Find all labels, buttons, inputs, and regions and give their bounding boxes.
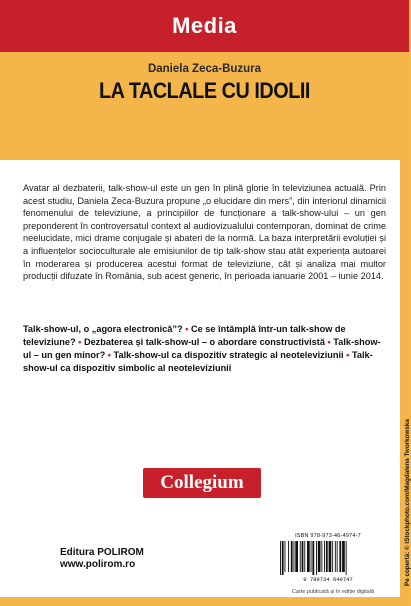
isbn-text: ISBN 978-973-46-4974-7 (295, 533, 361, 539)
bullet-icon: • (327, 337, 331, 347)
barcode-bar (307, 541, 310, 572)
barcode-bar (295, 541, 298, 572)
barcode-bar (291, 541, 293, 572)
barcode-bar (337, 541, 338, 572)
collection-logo-text: Collegium (160, 472, 244, 493)
book-title: LA TACLALE CU IDOLII (99, 78, 310, 103)
barcode-bar (321, 541, 322, 572)
barcode-bar (318, 541, 321, 572)
barcode-bar (312, 541, 314, 575)
topics-list (23, 323, 386, 375)
barcode-bar (302, 541, 304, 572)
publisher-website: www.polirom.ro (60, 559, 136, 570)
topic-item: Ce se întâmplă într-un talk-show de televiziune? (23, 324, 346, 347)
barcode-bar (316, 541, 317, 575)
barcode-bar (342, 541, 345, 572)
barcode-bar (280, 541, 281, 575)
topic-item: Talk-show-ul ca dispozitiv strategic al neoteleviziunii (113, 350, 344, 360)
barcode-bar (326, 541, 328, 572)
series-band (0, 0, 409, 52)
topic-item: Talk-show-ul ca dispozitiv simbolic al neoteleviziunii (23, 350, 373, 373)
digital-edition-note: Carte publicată și în ediție digitală (291, 589, 375, 595)
bullet-icon: • (185, 324, 189, 334)
topic-item: Talk-show-ul – un gen minor? (23, 337, 381, 360)
topic-item: Dezbaterea și talk-show-ul – o abordare constructivistă (83, 337, 325, 347)
barcode-bar (285, 541, 286, 572)
barcode-bar (294, 541, 295, 572)
barcode-block (275, 533, 381, 585)
barcode-icon (278, 541, 378, 575)
bullet-icon: • (78, 337, 82, 347)
publisher-block (60, 547, 144, 571)
author-name: Daniela Zeca-Buzura (147, 63, 262, 75)
barcode-bar (311, 541, 312, 572)
book-description: Avatar al dezbaterii, talk-show-ul este un gen în plină glorie în televiziunea actuală. Prin acest studiu, Daniela Zeca-Buzura propune „o elucidare din mers”, din interiorul dinamicii fenomenului de televiziune, a principiilor de funcționare a talk-show-ului – un gen preponderent în controversatul context al audiovizualului contemporan, dominat de crime neelucidate, mici drame conjugale și abateri de la normă. La baza interpretării evoluției și a influențelor socioculturale ale emisiunilor de tip talk-show stau atât experiența autoarei în moderarea și producerea acestui format de televiziune, cât și analiza mai multor producții difuzate în România, sub acest generic, în perioada ianuarie 2001 – iunie 2014. (23, 183, 386, 282)
barcode-bar (300, 541, 301, 572)
barcode-bar (329, 541, 332, 572)
barcode-bar (304, 541, 305, 572)
cover-credit-text: Pe copertă: © iStockphoto.com/Magdalena Tworkowska (404, 419, 411, 586)
barcode-bar (339, 541, 341, 572)
series-label: Media (172, 13, 237, 38)
collection-logo (143, 468, 261, 498)
barcode-bar (288, 541, 289, 572)
bullet-icon: • (107, 350, 111, 360)
publisher-name: Editura POLIROM (60, 547, 144, 558)
barcode-bar (324, 541, 325, 572)
barcode-digits: 9 789734 649747 (303, 576, 353, 583)
cover-credit (394, 330, 411, 590)
barcode-bar (335, 541, 336, 572)
barcode-bar (282, 541, 284, 575)
topic-item: Talk-show-ul, o „agora electronică”? (23, 324, 183, 334)
barcode-bar (346, 541, 347, 575)
bullet-icon: • (346, 350, 350, 360)
barcode-bar (332, 541, 333, 572)
